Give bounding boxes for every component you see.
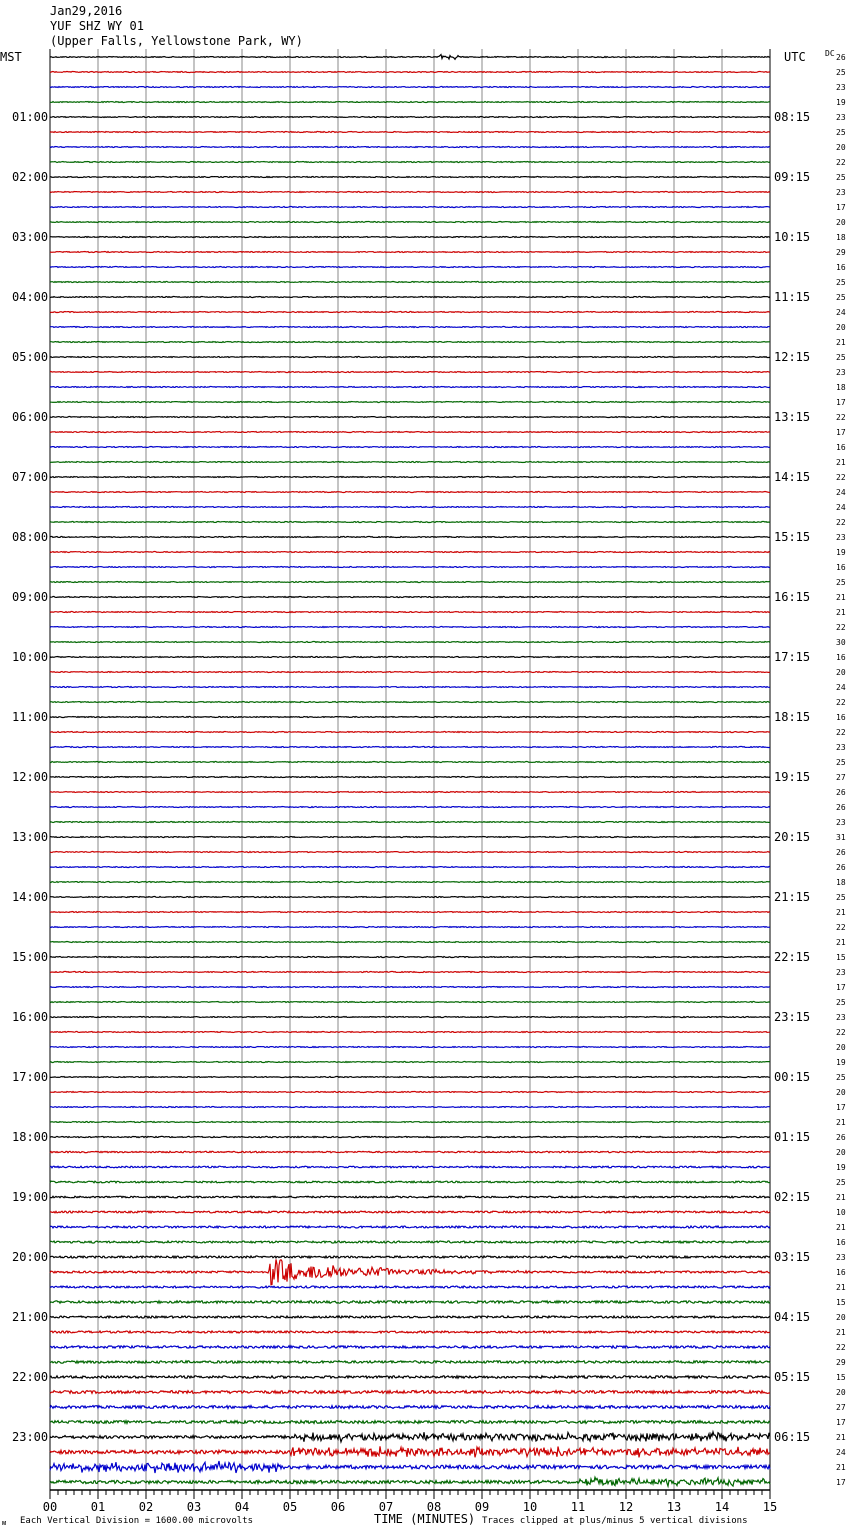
mst-hour-label: 12:00 [12,770,49,784]
utc-axis-label: UTC [784,50,806,64]
x-tick-label: 00 [42,1500,58,1514]
trace-27 [50,462,770,463]
dc-offset-value: 26 [836,803,846,812]
utc-hour-label: 08:15 [774,110,811,124]
dc-offset-value: 22 [836,1343,846,1352]
trace-24 [50,417,770,418]
dc-offset-value: 17 [836,1103,846,1112]
clipping-note: Traces clipped at plus/minus 5 vertical divisions [482,1516,748,1526]
trace-7 [50,162,770,163]
dc-offset-value: 22 [836,728,846,737]
trace-35 [50,582,770,583]
utc-hour-label: 18:15 [774,710,811,724]
trace-20 [50,357,770,358]
x-tick-label: 12 [618,1500,634,1514]
dc-offset-value: 26 [836,53,846,62]
trace-42 [50,687,770,688]
x-tick-label: 06 [330,1500,346,1514]
dc-offset-value: 23 [836,818,846,827]
trace-9 [50,192,770,193]
dc-offset-value: 21 [836,608,846,617]
mst-hour-label: 02:00 [12,170,49,184]
mst-hour-label: 01:00 [12,110,49,124]
x-tick-label: 15 [762,1500,778,1514]
trace-29 [50,492,770,493]
dc-offset-value: 24 [836,488,846,497]
trace-36 [50,597,770,598]
trace-38 [50,627,770,628]
x-tick-label: 07 [378,1500,394,1514]
trace-8 [50,177,770,178]
dc-offset-value: 23 [836,1013,846,1022]
utc-hour-label: 03:15 [774,1250,811,1264]
mst-hour-label: 14:00 [12,890,49,904]
utc-hour-label: 22:15 [774,950,811,964]
trace-32 [50,537,770,538]
x-tick-label: 01 [90,1500,106,1514]
dc-offset-value: 15 [836,953,846,962]
mst-hour-label: 10:00 [12,650,49,664]
dc-offset-value: 15 [836,1298,846,1307]
trace-53 [50,852,770,853]
dc-offset-value: 25 [836,68,846,77]
trace-37 [50,612,770,613]
utc-hour-label: 16:15 [774,590,811,604]
dc-offset-value: 25 [836,353,846,362]
trace-77 [50,1211,770,1213]
mst-hour-label: 09:00 [12,590,49,604]
utc-hour-label: 23:15 [774,1010,811,1024]
trace-56 [50,897,770,898]
dc-offset-value: 25 [836,1073,846,1082]
trace-34 [50,567,770,568]
mst-hour-label: 21:00 [12,1310,49,1324]
trace-6 [50,147,770,148]
vertical-scale-note: Each Vertical Division = 1600.00 microvolts [20,1516,253,1526]
dc-offset-value: 22 [836,473,846,482]
utc-hour-label: 10:15 [774,230,811,244]
dc-offset-value: 17 [836,1418,846,1427]
trace-68 [50,1077,770,1078]
utc-hour-label: 20:15 [774,830,811,844]
dc-offset-value: 25 [836,578,846,587]
dc-offset-value: 25 [836,173,846,182]
trace-91 [50,1421,770,1424]
trace-18 [50,327,770,328]
mst-hour-label: 13:00 [12,830,49,844]
dc-offset-value: 25 [836,758,846,767]
dc-offset-value: 26 [836,863,846,872]
trace-86 [50,1346,770,1348]
mst-hour-label: 18:00 [12,1130,49,1144]
mst-hour-label: 03:00 [12,230,49,244]
trace-81 [50,1259,770,1284]
trace-61 [50,972,770,973]
dc-offset-value: 17 [836,1478,846,1487]
mst-hour-label: 04:00 [12,290,49,304]
dc-offset-value: 16 [836,563,846,572]
dc-offset-value: 22 [836,413,846,422]
trace-39 [50,642,770,643]
dc-offset-value: 26 [836,1133,846,1142]
dc-offset-value: 29 [836,1358,846,1367]
trace-51 [50,822,770,823]
station-location: (Upper Falls, Yellowstone Park, WY) [50,34,303,48]
dc-offset-value: 20 [836,1088,846,1097]
trace-26 [50,447,770,448]
dc-offset-value: 15 [836,1373,846,1382]
trace-84 [50,1316,770,1318]
dc-offset-value: 18 [836,878,846,887]
dc-offset-value: 19 [836,1058,846,1067]
trace-92 [50,1432,770,1442]
dc-offset-value: 20 [836,668,846,677]
trace-43 [50,702,770,703]
mst-hour-label: 23:00 [12,1430,49,1444]
dc-offset-header: DC [825,49,835,58]
x-tick-label: 11 [570,1500,586,1514]
dc-offset-value: 20 [836,1148,846,1157]
trace-48 [50,777,770,778]
trace-75 [50,1181,770,1183]
trace-14 [50,267,770,268]
x-tick-label: 09 [474,1500,490,1514]
trace-30 [50,507,770,508]
dc-offset-value: 23 [836,1253,846,1262]
trace-19 [50,342,770,343]
x-tick-label: 14 [714,1500,730,1514]
trace-66 [50,1047,770,1048]
trace-5 [50,132,770,133]
utc-hour-label: 06:15 [774,1430,811,1444]
corner-mark: ᴍ [2,1519,7,1527]
mst-hour-label: 08:00 [12,530,49,544]
dc-offset-value: 27 [836,1403,846,1412]
dc-offset-value: 21 [836,1193,846,1202]
utc-hour-label: 00:15 [774,1070,811,1084]
dc-offset-value: 20 [836,218,846,227]
trace-60 [50,957,770,958]
trace-46 [50,747,770,748]
utc-hour-label: 17:15 [774,650,811,664]
x-axis-title: TIME (MINUTES) [374,1512,476,1526]
mst-hour-label: 17:00 [12,1070,49,1084]
trace-79 [50,1241,770,1243]
x-tick-label: 02 [138,1500,154,1514]
dc-offset-value: 22 [836,923,846,932]
trace-62 [50,987,770,988]
trace-93 [50,1446,770,1457]
trace-22 [50,387,770,388]
dc-offset-value: 23 [836,533,846,542]
trace-78 [50,1226,770,1228]
trace-31 [50,522,770,523]
trace-95 [50,1477,770,1486]
dc-offset-value: 25 [836,893,846,902]
dc-offset-value: 10 [836,1208,846,1217]
mst-hour-label: 06:00 [12,410,49,424]
mst-hour-label: 16:00 [12,1010,49,1024]
dc-offset-value: 18 [836,233,846,242]
dc-offset-value: 25 [836,128,846,137]
trace-85 [50,1331,770,1333]
trace-73 [50,1151,770,1152]
trace-28 [50,477,770,478]
dc-offset-value: 25 [836,293,846,302]
trace-0 [50,55,770,60]
x-tick-label: 13 [666,1500,682,1514]
dc-offset-value: 21 [836,458,846,467]
trace-88 [50,1376,770,1378]
utc-hour-label: 12:15 [774,350,811,364]
trace-69 [50,1092,770,1093]
dc-offset-value: 21 [836,1328,846,1337]
dc-offset-value: 20 [836,143,846,152]
dc-offset-value: 18 [836,383,846,392]
x-tick-label: 05 [282,1500,298,1514]
dc-offset-value: 21 [836,938,846,947]
dc-offset-value: 16 [836,713,846,722]
trace-45 [50,732,770,733]
trace-13 [50,252,770,253]
dc-offset-value: 23 [836,83,846,92]
trace-90 [50,1406,770,1409]
utc-hour-label: 02:15 [774,1190,811,1204]
trace-76 [50,1196,770,1198]
utc-hour-label: 01:15 [774,1130,811,1144]
trace-11 [50,222,770,223]
trace-25 [50,432,770,433]
dc-offset-value: 19 [836,98,846,107]
trace-10 [50,207,770,208]
dc-offset-value: 21 [836,1118,846,1127]
x-tick-label: 03 [186,1500,202,1514]
dc-offset-value: 19 [836,548,846,557]
dc-offset-value: 22 [836,623,846,632]
trace-1 [50,72,770,73]
mst-hour-label: 15:00 [12,950,49,964]
dc-offset-value: 16 [836,1238,846,1247]
dc-offset-value: 22 [836,158,846,167]
dc-offset-value: 24 [836,503,846,512]
dc-offset-value: 25 [836,278,846,287]
mst-hour-label: 22:00 [12,1370,49,1384]
dc-offset-value: 17 [836,398,846,407]
utc-hour-label: 19:15 [774,770,811,784]
trace-33 [50,552,770,553]
trace-71 [50,1122,770,1123]
trace-40 [50,657,770,658]
trace-65 [50,1032,770,1033]
utc-hour-label: 05:15 [774,1370,811,1384]
utc-hour-label: 11:15 [774,290,811,304]
trace-49 [50,792,770,793]
dc-offset-value: 31 [836,833,846,842]
dc-offset-value: 24 [836,1448,846,1457]
dc-offset-value: 23 [836,188,846,197]
dc-offset-value: 21 [836,1433,846,1442]
trace-41 [50,672,770,673]
mst-axis-label: MST [0,50,22,64]
dc-offset-value: 16 [836,263,846,272]
trace-4 [50,117,770,118]
dc-offset-value: 21 [836,908,846,917]
trace-2 [50,87,770,88]
trace-55 [50,882,770,883]
trace-72 [50,1136,770,1137]
x-tick-label: 10 [522,1500,538,1514]
dc-offset-value: 21 [836,338,846,347]
trace-80 [50,1256,770,1258]
trace-3 [50,102,770,103]
trace-47 [50,762,770,763]
utc-hour-label: 04:15 [774,1310,811,1324]
trace-70 [50,1107,770,1108]
dc-offset-value: 17 [836,428,846,437]
trace-64 [50,1017,770,1018]
utc-hour-label: 09:15 [774,170,811,184]
dc-offset-value: 29 [836,248,846,257]
trace-57 [50,912,770,913]
station-code: YUF SHZ WY 01 [50,19,144,33]
dc-offset-value: 23 [836,968,846,977]
dc-offset-value: 17 [836,203,846,212]
dc-offset-value: 23 [836,743,846,752]
trace-59 [50,942,770,943]
dc-offset-value: 20 [836,323,846,332]
dc-offset-value: 22 [836,1028,846,1037]
dc-offset-value: 26 [836,788,846,797]
dc-offset-value: 26 [836,848,846,857]
trace-21 [50,372,770,373]
dc-offset-value: 20 [836,1043,846,1052]
trace-89 [50,1391,770,1394]
trace-52 [50,837,770,838]
dc-offset-value: 21 [836,1223,846,1232]
dc-offset-value: 23 [836,368,846,377]
dc-offset-value: 22 [836,698,846,707]
trace-15 [50,282,770,283]
trace-87 [50,1361,770,1363]
dc-offset-value: 20 [836,1313,846,1322]
time-grid [50,49,770,1490]
dc-offset-value: 17 [836,983,846,992]
chart-date: Jan29,2016 [50,4,123,18]
dc-offset-value: 16 [836,443,846,452]
trace-54 [50,867,770,868]
trace-94 [50,1461,770,1473]
dc-offset-value: 21 [836,1283,846,1292]
dc-offset-value: 27 [836,773,846,782]
trace-82 [50,1286,770,1288]
dc-offset-value: 20 [836,1388,846,1397]
dc-offset-value: 22 [836,518,846,527]
mst-hour-label: 05:00 [12,350,49,364]
trace-67 [50,1062,770,1063]
dc-offset-value: 23 [836,113,846,122]
dc-offset-value: 21 [836,1463,846,1472]
dc-offset-value: 24 [836,308,846,317]
x-axis [43,1490,777,1514]
utc-hour-label: 21:15 [774,890,811,904]
x-tick-label: 08 [426,1500,442,1514]
trace-44 [50,717,770,718]
dc-offset-value: 25 [836,998,846,1007]
dc-offset-value: 24 [836,683,846,692]
trace-12 [50,237,770,238]
utc-hour-label: 13:15 [774,410,811,424]
mst-hour-label: 20:00 [12,1250,49,1264]
trace-63 [50,1002,770,1003]
x-tick-label: 04 [234,1500,250,1514]
trace-58 [50,927,770,928]
dc-offset-value: 19 [836,1163,846,1172]
dc-offset-value: 30 [836,638,846,647]
mst-hour-label: 19:00 [12,1190,49,1204]
dc-offset-value: 16 [836,653,846,662]
trace-17 [50,312,770,313]
trace-74 [50,1166,770,1168]
trace-83 [50,1301,770,1303]
mst-hour-label: 07:00 [12,470,49,484]
utc-hour-label: 14:15 [774,470,811,484]
dc-offset-value: 25 [836,1178,846,1187]
mst-hour-label: 11:00 [12,710,49,724]
seismic-traces [50,55,770,1487]
utc-hour-label: 15:15 [774,530,811,544]
trace-23 [50,402,770,403]
trace-16 [50,297,770,298]
dc-offset-value: 16 [836,1268,846,1277]
trace-50 [50,807,770,808]
dc-offset-value: 21 [836,593,846,602]
